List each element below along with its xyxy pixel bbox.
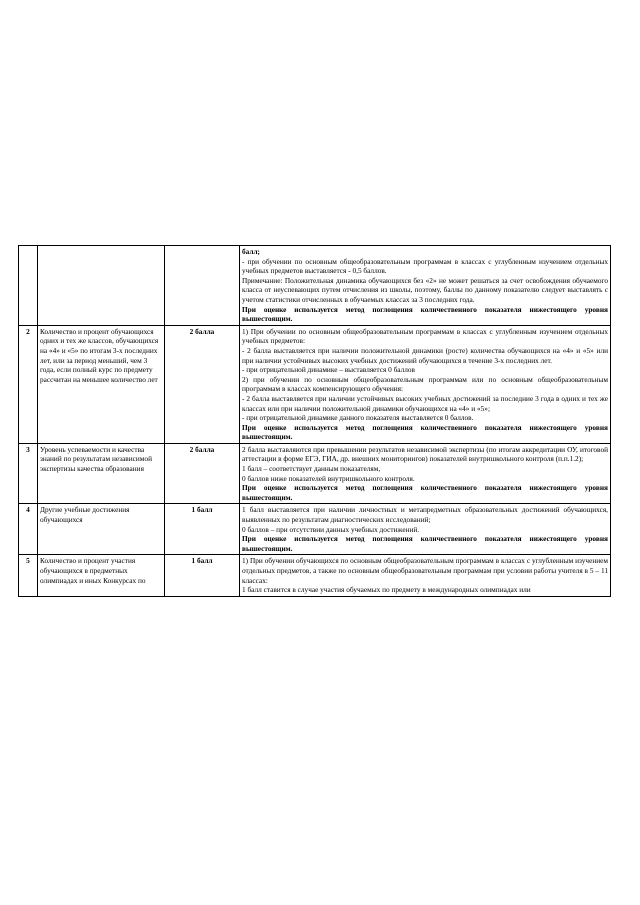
description-paragraph: При оценке используется метод поглощения количественного показателя нижестоящего уровня вышестоящим. bbox=[242, 422, 608, 442]
description-paragraph: 0 баллов ниже показателей внутришкольного контроля. bbox=[242, 473, 415, 483]
description-paragraph: 1 балл – соответствует данным показателям, bbox=[242, 464, 381, 474]
description-paragraph: - при отрицательной динамике – выставляется 0 баллов bbox=[242, 365, 415, 375]
description-paragraph: - при отрицательной динамике данного показателя выставляется 0 баллов. bbox=[242, 413, 474, 423]
description-paragraph: При оценке используется метод поглощения количественного показателя нижестоящего уровня вышестоящим. bbox=[242, 483, 608, 502]
description-paragraph: 0 баллов – при отсутствии данных учебных достижений. bbox=[242, 524, 420, 534]
points-cell: 1 балл bbox=[165, 504, 240, 555]
description-paragraph: 1 балл ставится в случае участия обучаемых по предмету в международных олимпиадах или bbox=[242, 585, 531, 595]
table-row bbox=[19, 504, 611, 555]
table-row bbox=[19, 443, 611, 504]
points-cell: 1 балл bbox=[165, 555, 240, 596]
criteria-table bbox=[18, 245, 611, 597]
description-cell bbox=[240, 246, 611, 326]
description-cell bbox=[240, 443, 611, 504]
description-cell bbox=[240, 504, 611, 555]
row-number: 5 bbox=[19, 555, 38, 596]
points-cell bbox=[165, 246, 240, 326]
points-cell: 2 балла bbox=[165, 443, 240, 504]
description-paragraph: 2 балла выставляются при превышении результатов независимой экспертизы (по итогам аккредитации ОУ, итоговой аттестации в форме ЕГЭ, ГИА, др. внешних мониторингов) показателей внутришкольного контроля (п.п.1.2); bbox=[242, 444, 608, 464]
description-cell bbox=[240, 555, 611, 596]
row-number: 4 bbox=[19, 504, 38, 555]
criterion-cell: Количество и процент участия обучающихся в предметных олимпиадах и иных Конкурсах по bbox=[38, 555, 165, 596]
row-number: 3 bbox=[19, 443, 38, 504]
criterion-cell: Уровень успеваемости и качества знаний по результатам независимой экспертизы качества образования bbox=[38, 443, 165, 504]
criterion-cell: Количество и процент обучающихся одних и тех же классов, обучающихся на «4» и «5» по итогам 3-х последних лет, или за период меньший, чем 3 года, если полный курс по предмету рассчитан на меньшее количество лет bbox=[38, 325, 165, 443]
description-paragraph: - при обучении по основным общеобразовательным программам в классах с углубленным изучением отдельных учебных предметов выставляется - 0,5 баллов. bbox=[242, 256, 608, 276]
description-paragraph: 1) При обучении обучающихся по основным общеобразовательным программам в классах с углубленным изучением отдельных предметов, а также по основным общеобразовательным программам при условии работы учителя в 5 – 11 классах: bbox=[242, 556, 608, 585]
row-number: 2 bbox=[19, 325, 38, 443]
row-number bbox=[19, 246, 38, 326]
description-paragraph: Примечание: Положительная динамика обучающихся без «2» не может решаться за счет освобождения обучаемого класса от неуспевающих путем отчисления из школы, поэтому, баллы по данному показателю следует выставлять с учетом статистики отчисленных в обучаемых классах за 3 последних года. bbox=[242, 275, 608, 304]
points-cell: 2 балла bbox=[165, 325, 240, 443]
description-paragraph: - 2 балла выставляется при наличии устойчивых высоких учебных достижений за последние 3 года в одних и тех же классах или при наличии положительной динамики обучающихся на «4» и «5»; bbox=[242, 393, 608, 413]
description-paragraph: балл; bbox=[242, 247, 260, 256]
description-paragraph: 1) При обучении по основным общеобразовательным программам в классах с углубленным изучением отдельных учебных предметов: bbox=[242, 326, 608, 346]
description-paragraph: При оценке используется метод поглощения количественного показателя нижестоящего уровня вышестоящим. bbox=[242, 534, 608, 553]
table-row bbox=[19, 555, 611, 596]
description-paragraph: 1 балл выставляется при наличии личностных и метапредметных образовательных достижений обучающихся, выявленных по результатам диагностических исследований; bbox=[242, 505, 608, 525]
description-paragraph: При оценке используется метод поглощения количественного показателя нижестоящего уровня вышестоящим. bbox=[242, 304, 608, 324]
description-paragraph: 2) при обучении по основным общеобразовательным программам или по основным общеобразовательным программам в классах компенсирующего обучения: bbox=[242, 374, 608, 394]
table-row bbox=[19, 246, 611, 326]
description-cell bbox=[240, 325, 611, 443]
criterion-cell bbox=[38, 246, 165, 326]
criterion-cell: Другие учебные достижения обучающихся bbox=[38, 504, 165, 555]
table-row bbox=[19, 325, 611, 443]
description-paragraph: - 2 балла выставляется при наличии положительной динамики (росте) количества обучающихся на «4» и «5» или при наличии устойчивых высоких учебных достижений обучающихся в течение 3-х последних лет. bbox=[242, 345, 608, 365]
